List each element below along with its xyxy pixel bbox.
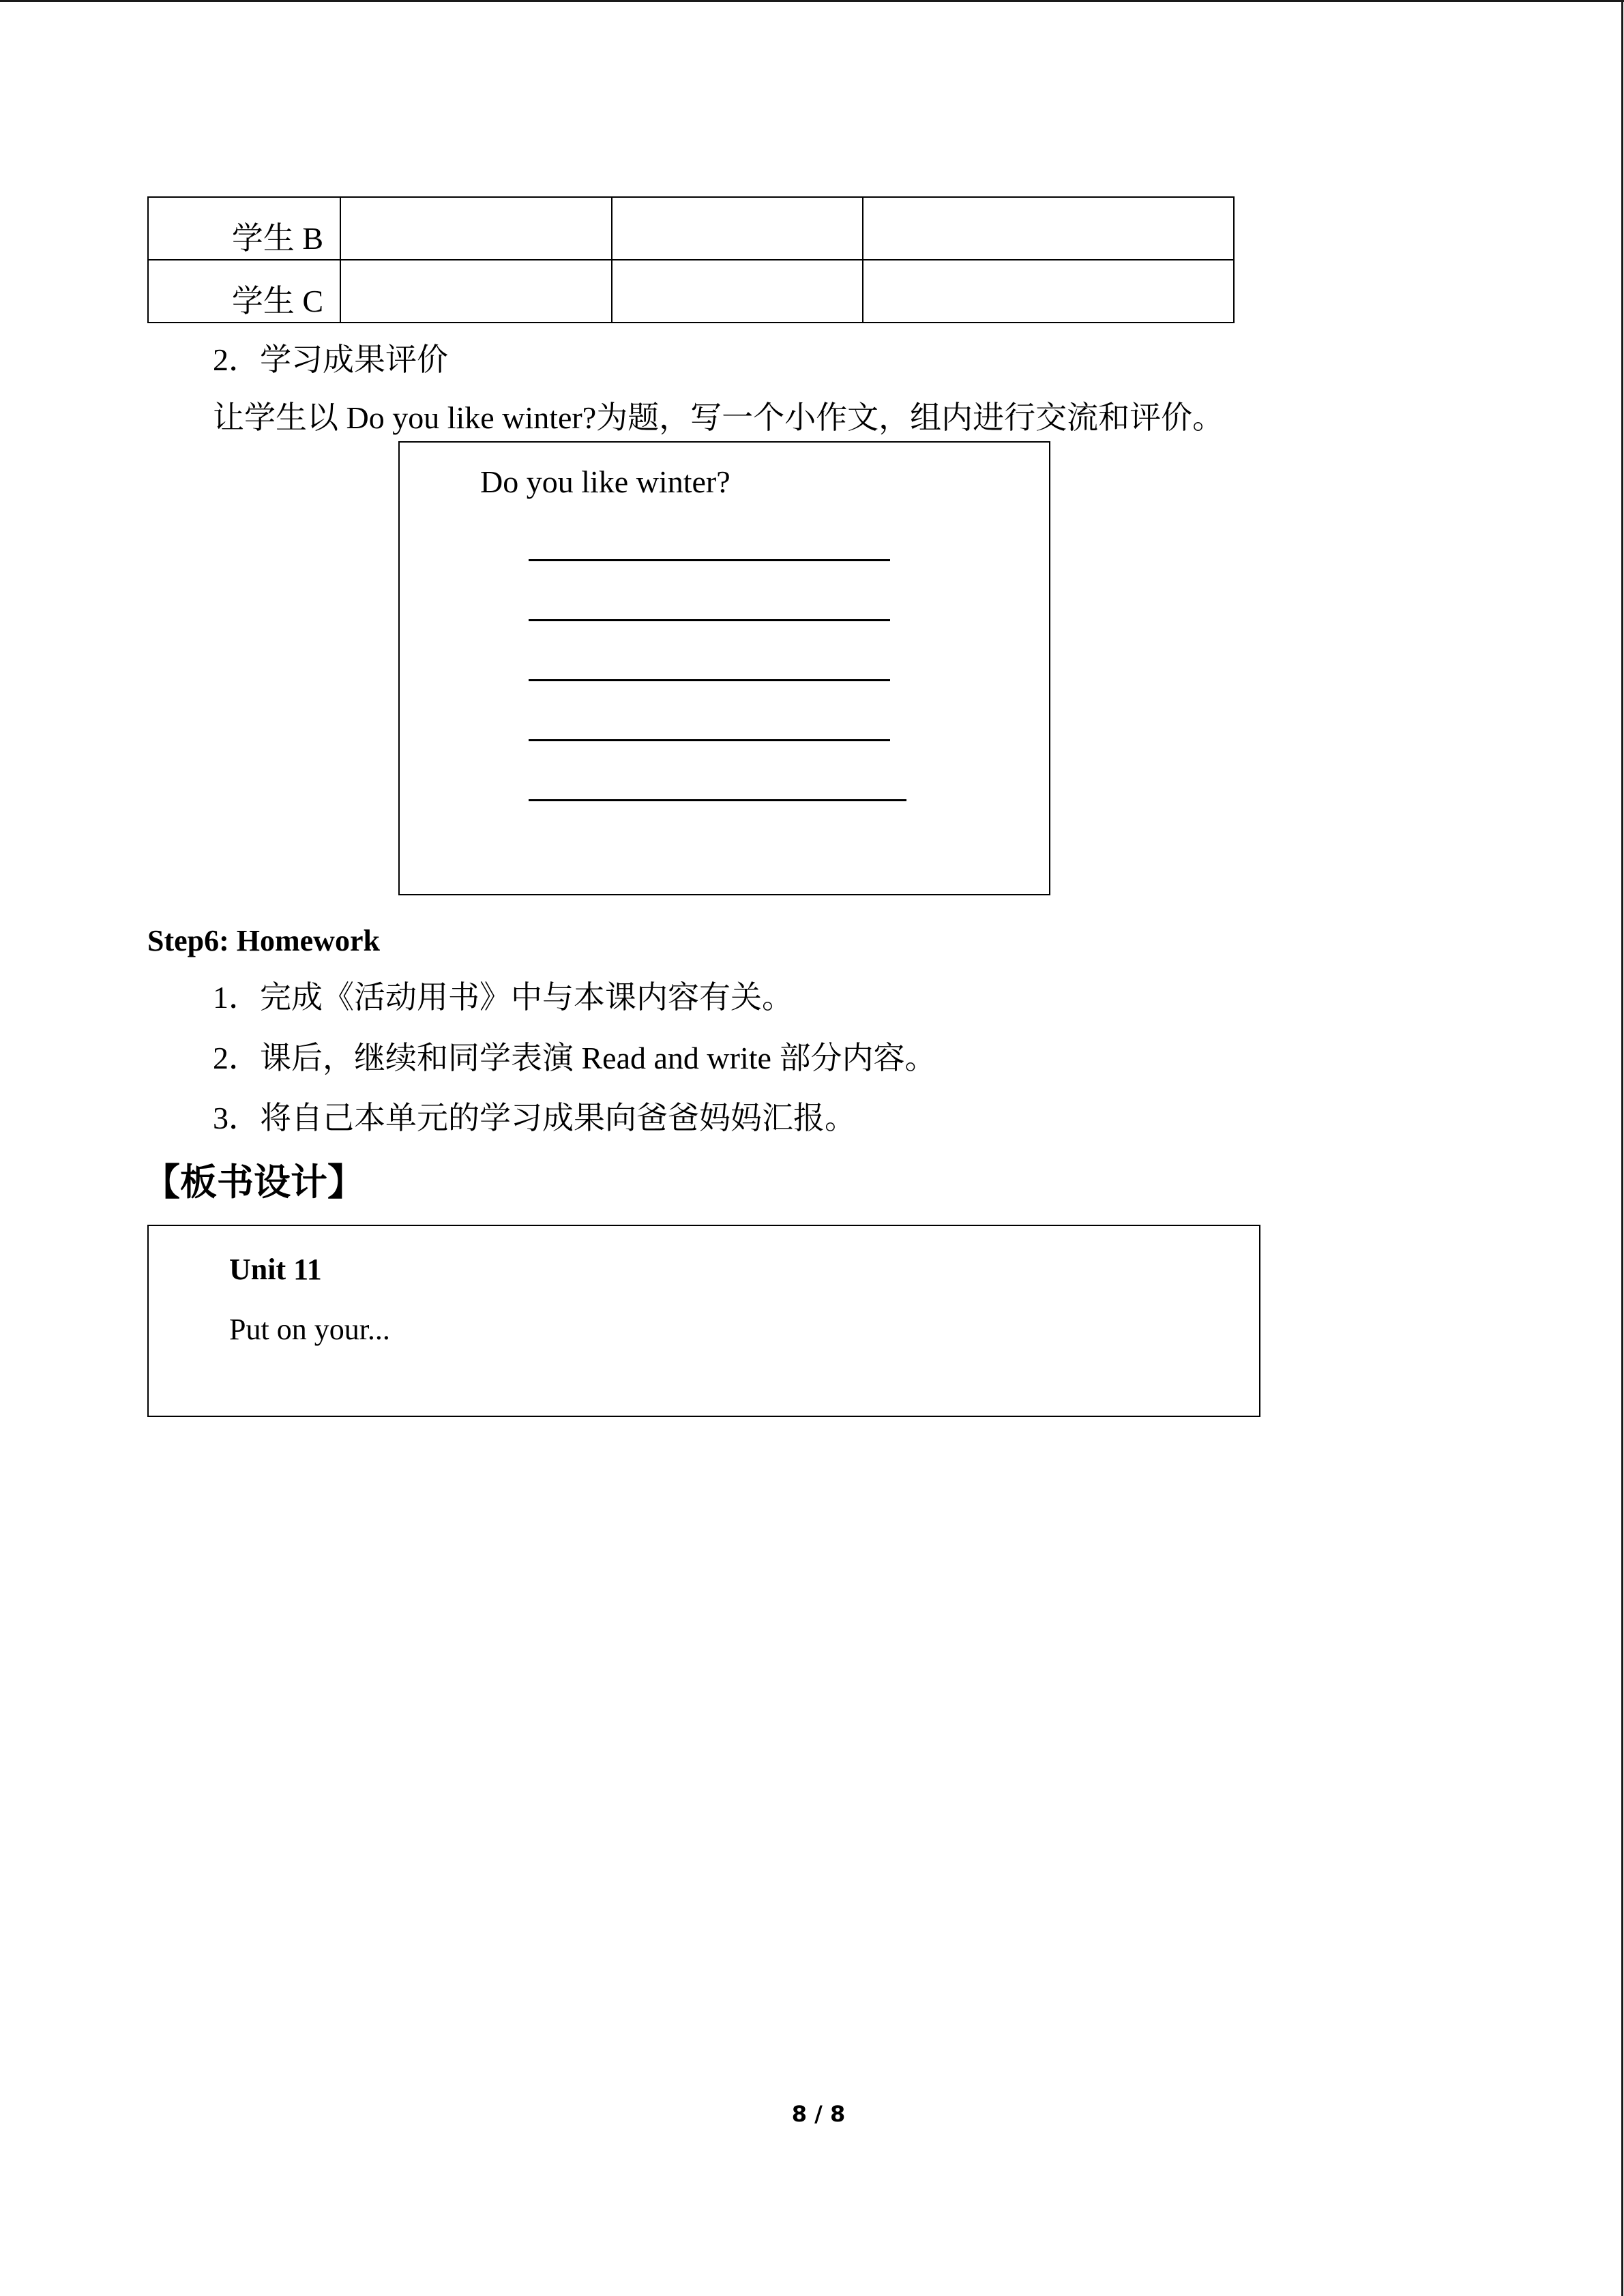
homework-heading: Step6: Homework [147, 924, 380, 957]
homework-item: 1．完成《活动用书》中与本课内容有关。 [213, 980, 793, 1015]
table-cell [340, 260, 612, 323]
page-number: 8 / 8 [791, 2101, 846, 2127]
writing-line [529, 679, 890, 681]
table-cell [340, 197, 612, 260]
writing-line [529, 739, 890, 741]
essay-title: Do you like winter? [480, 464, 730, 499]
table-cell [612, 260, 863, 323]
table-row [148, 260, 1234, 323]
table-row [148, 197, 1234, 260]
table-cell [863, 260, 1234, 323]
evaluation-table [147, 196, 1235, 323]
page-right-border [1621, 0, 1623, 2296]
writing-line [529, 619, 890, 621]
writing-line [529, 559, 890, 561]
board-unit-title: Unit 11 [229, 1253, 322, 1286]
writing-line [529, 799, 906, 801]
board-design-heading: 【板书设计】 [143, 1161, 364, 1204]
homework-item: 2．课后，继续和同学表演 Read and write 部分内容。 [213, 1041, 936, 1075]
homework-item: 3．将自己本单元的学习成果向爸爸妈妈汇报。 [213, 1101, 856, 1135]
board-phrase: Put on your... [229, 1313, 390, 1346]
table-cell [863, 197, 1234, 260]
row-label-student-c: 学生 C [148, 260, 340, 323]
learning-outcome-instruction: 让学生以 Do you like winter?为题，写一个小作文，组内进行交流和评价。 [213, 400, 1224, 435]
board-design-box [147, 1225, 1260, 1417]
row-label-student-b: 学生 B [148, 197, 340, 260]
page-top-border [0, 0, 1624, 2]
learning-outcome-heading: 2．学习成果评价 [213, 342, 448, 377]
table-cell [612, 197, 863, 260]
essay-box [398, 441, 1050, 895]
